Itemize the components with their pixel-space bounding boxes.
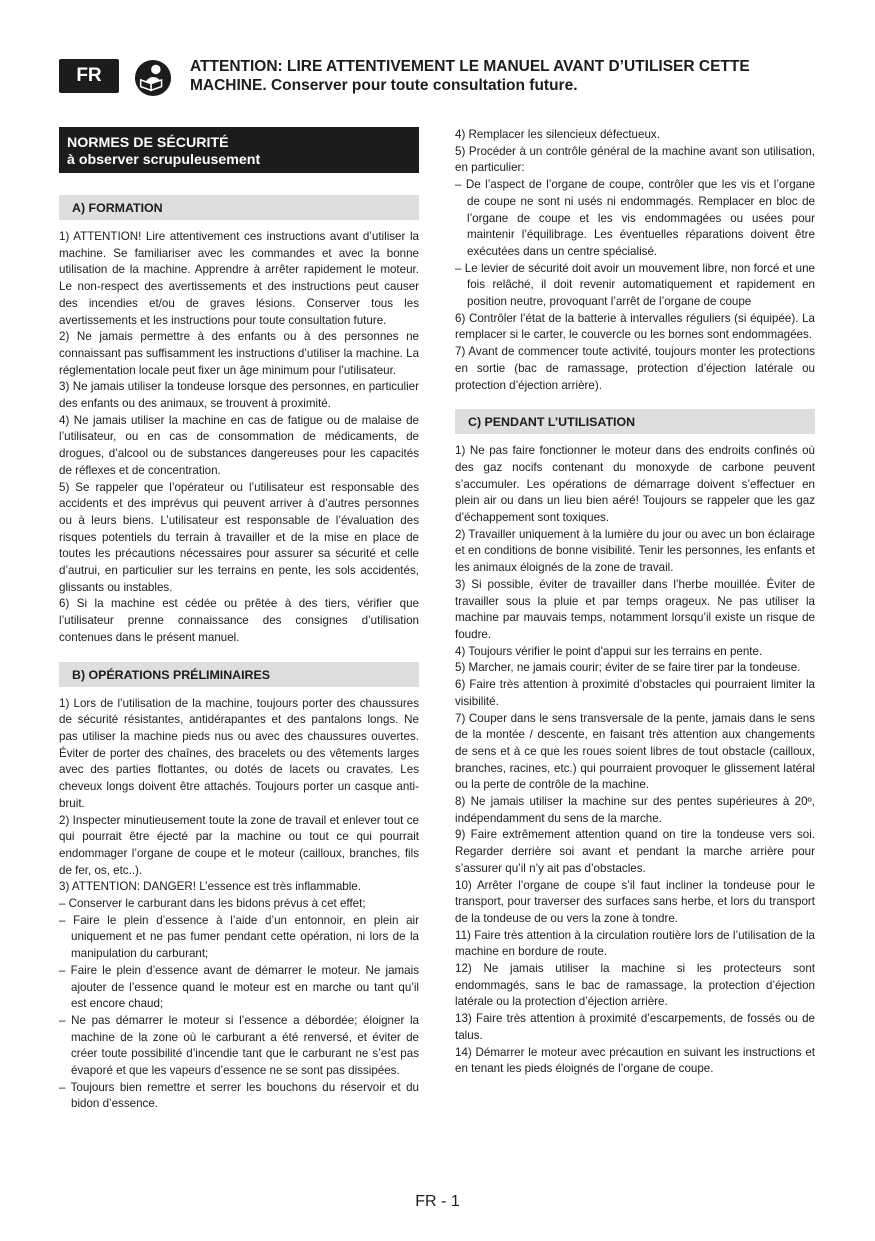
section-a-heading: A) FORMATION bbox=[59, 195, 419, 220]
section-b-paragraph: 3) ATTENTION: DANGER! L’essence est très inflammable. bbox=[59, 880, 361, 894]
section-c-paragraph: 5) Marcher, ne jamais courir; éviter de se faire tirer par la tondeuse. bbox=[455, 661, 801, 675]
section-b-paragraph: 6) Contrôler l’état de la batterie à intervalles réguliers (si équipée). La remplacer si le carter, le couvercle ou les bornes sont endommagées. bbox=[455, 311, 815, 342]
section-b-paragraph: 4) Remplacer les silencieux défectueux. bbox=[455, 128, 660, 141]
section-c-paragraph: 1) Ne pas faire fonctionner le moteur dans des endroits confinés où des gaz nocifs contenant du monoxyde de carbone peuvent s’accumuler. Les opérations de démarrage doivent s’effectuer en plein air ou dans un lieu bien aéré! Toujours se rappeler que les gaz d’échappement sont toxiques. bbox=[455, 444, 815, 525]
safety-title-line-1: NORMES DE SÉCURITÉ bbox=[67, 135, 229, 151]
section-c-paragraph: 9) Faire extrêmement attention quand on tire la tondeuse vers soi. Regarder derrière soi avant et pendant la marche arrière pour s’assurer qu’il n’y ait pas d’obstacles. bbox=[455, 828, 815, 875]
section-c-paragraph: 13) Faire très attention à proximité d’escarpements, de fossés ou de talus. bbox=[455, 1012, 815, 1042]
section-b-dash-item: – Ne pas démarrer le moteur si l’essence a débordée; éloigner la machine de la zone où le carburant a été renversé, et éviter de créer toute possibilité d’incendie tant que le carburant ne s’est pas évaporé et que les vapeurs d’essence ne se sont pas dissipées. bbox=[59, 1013, 419, 1078]
section-b-paragraph: 7) Avant de commencer toute activité, toujours monter les protections en sortie (bac de ramassage, protection d’éjection latérale ou protection d’éjection arrière). bbox=[455, 345, 815, 392]
section-a-paragraph: 4) Ne jamais utiliser la machine en cas de fatigue ou de malaise de l’utilisateur, ou en cas de consommation de médicaments, de drogues, d’alcool ou de substances dangereuses pour les capacités de réflexes et de concentration. bbox=[59, 413, 419, 477]
section-a-paragraph: 1) ATTENTION! Lire attentivement ces instructions avant d’utiliser la machine. Se familiariser avec les commandes et avec la bonne utilisation de la machine. Apprendre à arrêter rapidement le moteur. Le non-respect des avertissements et des instructions peut causer des incendies et/ou de graves lésions. Conserver tous les avertissements et les instructions pour toute consultation future. bbox=[59, 230, 419, 327]
section-b-dash-item: – Conserver le carburant dans les bidons prévus à cet effet; bbox=[59, 897, 366, 911]
section-c-paragraph: 2) Travailler uniquement à la lumière du jour ou avec un bon éclairage et en conditions de bonne visibilité. Tenir les personnes, les enfants et les animaux éloignés de la zone de travail. bbox=[455, 527, 815, 575]
section-a-paragraph: 3) Ne jamais utiliser la tondeuse lorsque des personnes, en particulier des enfants ou des animaux, se trouvent à proximité. bbox=[59, 380, 419, 411]
section-c-heading: C) PENDANT L’UTILISATION bbox=[455, 409, 815, 434]
header-warning-line-2: MACHINE. Conserver pour toute consultation future. bbox=[190, 77, 578, 94]
header-warning-line-1: ATTENTION: LIRE ATTENTIVEMENT LE MANUEL AVANT D’UTILISER CETTE bbox=[190, 58, 750, 75]
section-a-paragraph: 6) Si la machine est cédée ou prêtée à des tiers, vérifier que l’utilisateur prenne connaissance des consignes d’utilisation contenues dans le présent manuel. bbox=[59, 597, 419, 644]
safety-title bbox=[59, 127, 419, 173]
section-c-paragraph: 6) Faire très attention à proximité d’obstacles qui pourraient limiter la visibilité. bbox=[455, 678, 815, 708]
left-column bbox=[59, 127, 419, 1113]
section-a-paragraph: 2) Ne jamais permettre à des enfants ou à des personnes ne connaissant pas suffisamment les instructions d’utiliser la machine. La réglementation locale peut fixer un âge minimum pour l’utilisateur. bbox=[59, 330, 420, 377]
header-warning bbox=[190, 57, 820, 95]
right-column bbox=[455, 127, 815, 1078]
section-c-paragraph: 10) Arrêter l’organe de coupe s’il faut incliner la tondeuse pour le transport, pour traverser des surfaces sans herbe, et lors du transport de la tondeuse de ou vers la zone à tondre. bbox=[455, 878, 815, 925]
section-c-paragraph: 3) Si possible, éviter de travailler dans l’herbe mouillée. Éviter de travailler sous la pluie et par temps orageux. Ne pas utiliser la machine par mauvais temps, notamment lorsqu’il existe un risque de foudre. bbox=[455, 577, 815, 641]
language-badge: FR bbox=[59, 59, 119, 93]
section-b-paragraph: 5) Procéder à un contrôle général de la machine avant son utilisation, en particulier: bbox=[455, 144, 815, 175]
section-c-paragraph: 14) Démarrer le moteur avec précaution en suivant les instructions et en tenant les pieds éloignés de l’organe de coupe. bbox=[455, 1045, 815, 1076]
section-c-paragraph: 4) Toujours vérifier le point d’appui sur les terrains en pente. bbox=[455, 644, 763, 658]
section-c-paragraph: 7) Couper dans le sens transversale de la pente, jamais dans le sens de la montée / descente, en faisant très attention aux changements de sens et à ce que les roues soient libres de tout obstacle (cailloux, branches, racines, etc.) qui pourraient provoquer le glissement latéral ou la perte de contrôle de la machine. bbox=[455, 711, 815, 792]
section-b-paragraph: 2) Inspecter minutieusement toute la zone de travail et enlever tout ce qui pourrait être éjecté par la machine ou tout ce qui pourrait endommager l’organe de coupe et le moteur (cailloux, branches, fils de fer, os, etc..). bbox=[59, 813, 419, 877]
section-c-paragraph: 12) Ne jamais utiliser la machine si les protecteurs sont endommagés, sans le bac de ramassage, la protection d’éjection latérale ou la protection d’éjection arrière. bbox=[455, 962, 815, 1009]
section-b-dash-item: – Toujours bien remettre et serrer les bouchons du réservoir et du bidon d’essence. bbox=[59, 1080, 419, 1111]
section-b-dash-item: – Faire le plein d’essence avant de démarrer le moteur. Ne jamais ajouter de l’essence quand le moteur est en marche ou tant qu’il est encore chaud; bbox=[59, 963, 419, 1011]
section-b-dash-item: – Faire le plein d’essence à l’aide d’un entonnoir, en plein air uniquement et ne pas fumer pendant cette opération, ni lors de la manipulation du carburant; bbox=[59, 913, 419, 961]
section-c-paragraph: 8) Ne jamais utiliser la machine sur des pentes supérieures à 20º, indépendamment du sens de la marche. bbox=[455, 795, 815, 825]
page-number: FR - 1 bbox=[415, 1193, 460, 1210]
section-a-paragraph: 5) Se rappeler que l’opérateur ou l’utilisateur est responsable des accidents et des imprévus qui peuvent arriver à d’autres personnes ou à leurs biens. L’utilisateur est responsable de l’évaluation des risques potentiels du terrain à travailler et de la mise en place de toutes les précautions nécessaires pour assurer sa sécurité et celle d’autrui, en particulier sur les terrains en pente, les sols accidentés, glissants ou instables. bbox=[59, 480, 419, 594]
read-manual-icon bbox=[134, 59, 172, 97]
section-c-paragraph: 11) Faire très attention à la circulation routière lors de l’utilisation de la machine en bordure de route. bbox=[455, 928, 815, 959]
section-b-dash-item: – De l’aspect de l’organe de coupe, contrôler que les vis et l’organe de coupe ne sont ni usés ni endommagés. Remplacer en bloc de l’organe de coupe et les vis endommagées ou usées pour maintenir l’équilibrage. Les éventuelles réparations doivent être exécutées dans un centre spécialisé. bbox=[455, 178, 815, 258]
section-b-paragraph: 1) Lors de l’utilisation de la machine, toujours porter des chaussures de sécurité résistantes, antidérapantes et des pantalons longs. Ne pas utiliser la machine pieds nus ou avec des chaussures ouvertes. Éviter de porter des chaînes, des bracelets ou des vêtements larges avec des parties flottantes, ou dotés de lacets ou cravates. Les cheveux longs doivent être attachés. Toujours porter un casque anti-bruit. bbox=[59, 696, 419, 810]
section-b-heading: B) OPÉRATIONS PRÉLIMINAIRES bbox=[59, 662, 419, 687]
safety-title-line-2: à observer scrupuleusement bbox=[67, 151, 261, 168]
section-b-dash-item: – Le levier de sécurité doit avoir un mouvement libre, non forcé et une fois relâché, il doit revenir automatiquement et rapidement en position neutre, provoquant l’arrêt de l’organe de coupe bbox=[455, 261, 815, 309]
